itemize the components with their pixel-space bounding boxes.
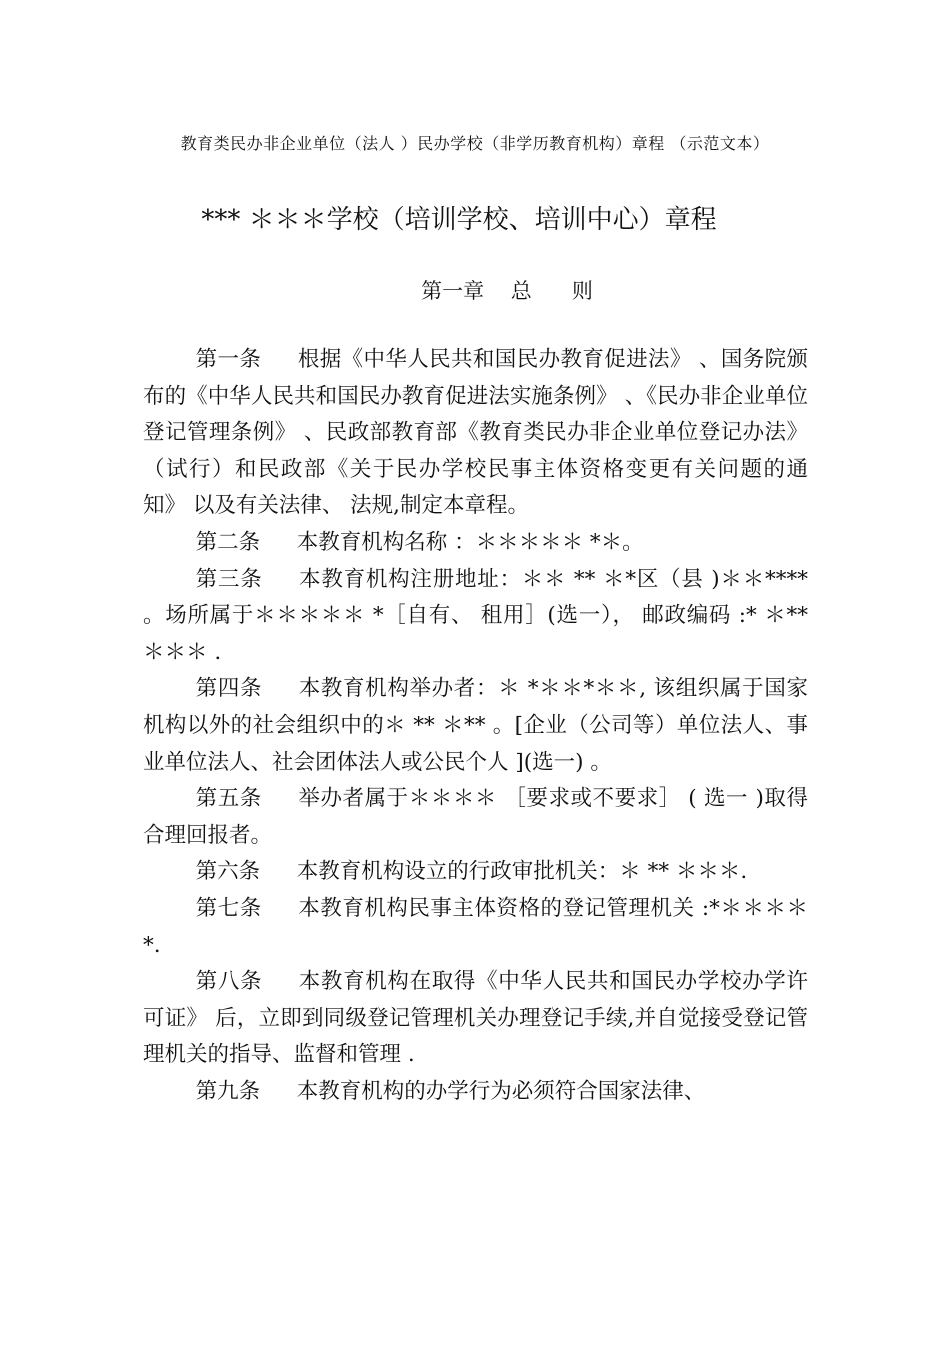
article-5 xyxy=(143,781,808,854)
article-label: 第三条 xyxy=(195,566,263,592)
article-label: 第八条 xyxy=(195,969,263,995)
article-label: 第九条 xyxy=(195,1078,261,1104)
article-text: 根据《中华人民共和国民办教育促进法》 、国务院颁布的《中华人民共和国民办教育促进法实施条例》 、《民办非企业单位登记管理条例》 、民政部教育部《教育类民办非企业单位登记办法》 （试行）和民政部《关于民办学校民事主体资格变更有关问题的通知》 以及有关法律、 法规,制定本章程。 xyxy=(143,347,808,519)
article-text: 本教育机构民事主体资格的登记管理机关 :*＊＊＊＊ *. xyxy=(143,895,808,958)
article-text: 本教育机构注册地址：＊＊ ** ＊*区（县 )＊＊**** 。场所属于＊＊＊＊＊ *［自有、 租用］(选一）， 邮政编码 :* ＊** ＊＊＊ . xyxy=(143,566,808,665)
article-4 xyxy=(143,671,808,781)
article-label: 第一条 xyxy=(195,347,262,372)
article-text: 本教育机构名称 ：＊＊＊＊＊ *＊。 xyxy=(296,529,644,555)
article-1 xyxy=(143,342,808,525)
article-7 xyxy=(143,891,808,964)
article-label: 第四条 xyxy=(195,676,263,702)
article-text: 本教育机构的办学行为必须符合国家法律、 xyxy=(296,1078,706,1104)
article-text: 本教育机构设立的行政审批机关：＊ ** ＊＊＊. xyxy=(296,859,748,885)
article-label: 第七条 xyxy=(195,895,262,921)
article-label: 第五条 xyxy=(195,786,262,812)
document-title: *** ＊＊＊学校（培训学校、培训中心）章程 xyxy=(201,205,717,235)
article-8 xyxy=(143,964,808,1074)
article-text: 本教育机构举办者：＊ *＊＊*＊＊, 该组织属于国家机构以外的社会组织中的＊ ** ＊** 。[企业（公司等）单位法人、事业单位法人、社会团体法人或公民个人 ](选一) 。 xyxy=(143,676,808,775)
article-9 xyxy=(143,1074,808,1111)
articles-body xyxy=(143,342,808,1110)
article-text: 本教育机构在取得《中华人民共和国民办学校办学许可证》 后，立即到同级登记管理机关办理登记手续,并自觉接受登记管理机关的指导、监督和管理 . xyxy=(143,969,808,1068)
article-6 xyxy=(143,854,808,891)
article-2 xyxy=(143,525,808,562)
header-note: 教育类民办非企业单位（法人 ）民办学校（非学历教育机构）章程 （示范文本） xyxy=(180,134,770,153)
article-label: 第二条 xyxy=(195,529,261,555)
article-text: 举办者属于＊＊＊＊ ［要求或不要求］ ( 选一 )取得合理回报者。 xyxy=(143,786,808,848)
article-label: 第六条 xyxy=(195,859,261,885)
chapter-heading: 第一章 总 则 xyxy=(421,279,593,303)
article-3 xyxy=(143,562,808,672)
